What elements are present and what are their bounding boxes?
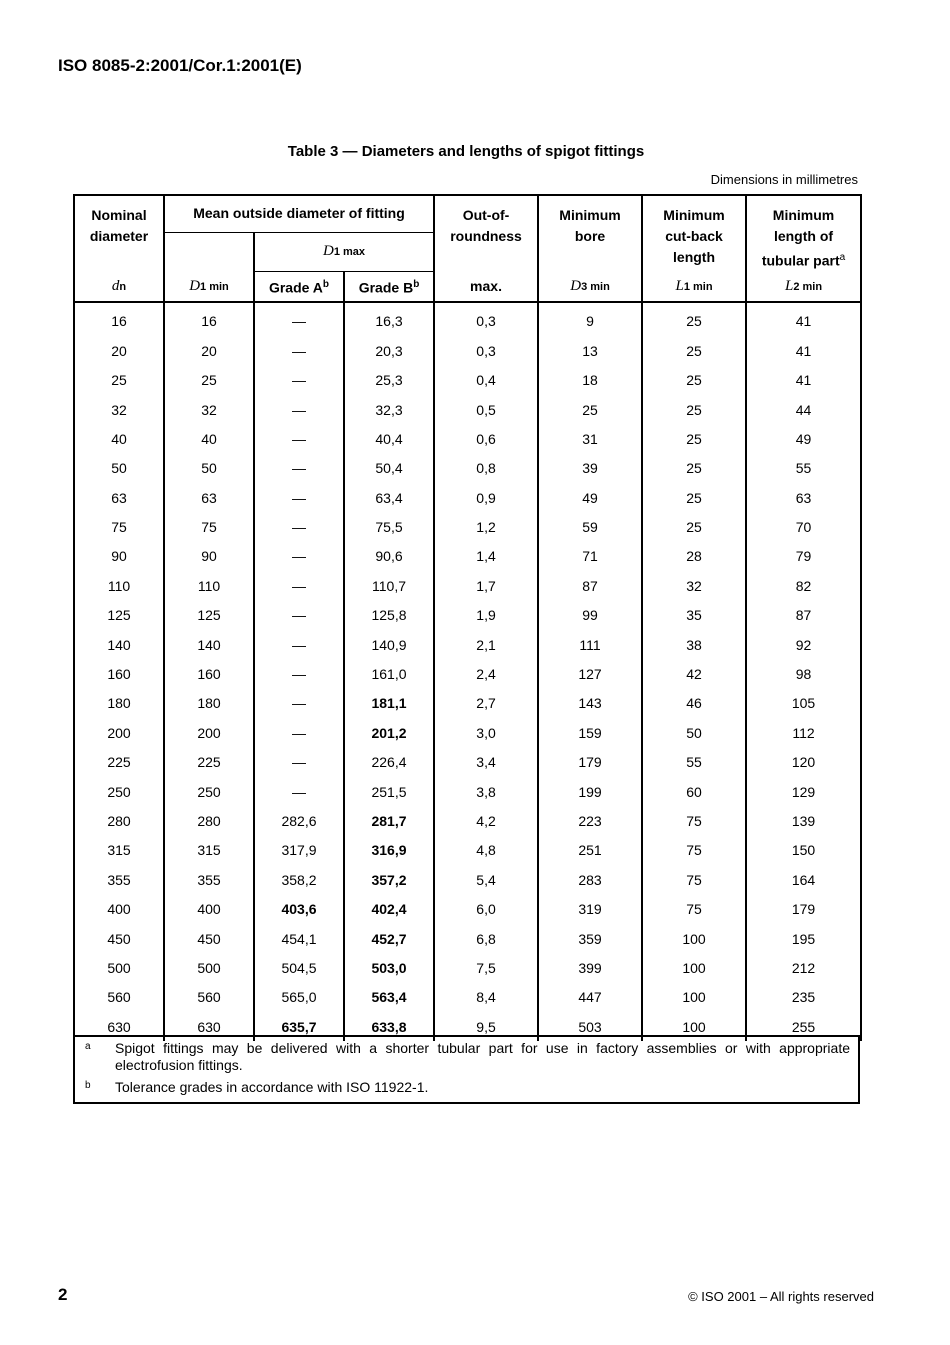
cell-d3min: 31 xyxy=(538,424,642,453)
cell-d3min: 399 xyxy=(538,953,642,982)
cell-grade-a: — xyxy=(254,395,344,424)
cell-l1min: 75 xyxy=(642,894,746,923)
cell-d1min: 40 xyxy=(164,424,254,453)
cell-out-of-roundness: 6,8 xyxy=(434,924,538,953)
cell-dn: 140 xyxy=(74,630,164,659)
cell-d1min: 125 xyxy=(164,601,254,630)
cell-dn: 125 xyxy=(74,601,164,630)
cell-out-of-roundness: 0,5 xyxy=(434,395,538,424)
l2min-subscript: 2 min xyxy=(793,280,823,293)
cell-dn: 16 xyxy=(74,302,164,336)
cell-l2min: 82 xyxy=(746,571,861,600)
cell-l2min: 255 xyxy=(746,1012,861,1041)
cell-dn: 560 xyxy=(74,983,164,1012)
cell-l2min: 44 xyxy=(746,395,861,424)
cell-out-of-roundness: 0,4 xyxy=(434,365,538,394)
cell-l1min: 75 xyxy=(642,836,746,865)
footnote-b-mark: b xyxy=(85,1080,91,1091)
cell-l1min: 35 xyxy=(642,601,746,630)
cell-l2min: 179 xyxy=(746,894,861,923)
cell-l1min: 25 xyxy=(642,395,746,424)
cell-out-of-roundness: 4,2 xyxy=(434,806,538,835)
footnote-a-mark: a xyxy=(85,1041,91,1052)
cell-l1min: 25 xyxy=(642,512,746,541)
footnote-a xyxy=(75,1040,858,1074)
cell-out-of-roundness: 0,3 xyxy=(434,302,538,336)
header-oor-line2: roundness xyxy=(450,228,522,244)
table-row xyxy=(74,336,861,365)
cell-grade-b: 251,5 xyxy=(344,777,434,806)
table-row xyxy=(74,836,861,865)
cell-out-of-roundness: 3,8 xyxy=(434,777,538,806)
d1max-symbol: D xyxy=(322,243,334,260)
table-row xyxy=(74,659,861,688)
cell-l1min: 75 xyxy=(642,806,746,835)
cell-d3min: 13 xyxy=(538,336,642,365)
cell-l2min: 98 xyxy=(746,659,861,688)
cell-grade-a: — xyxy=(254,777,344,806)
cell-l2min: 112 xyxy=(746,718,861,747)
cell-grade-b: 140,9 xyxy=(344,630,434,659)
cell-l2min: 195 xyxy=(746,924,861,953)
cell-d1min: 560 xyxy=(164,983,254,1012)
header-tubular-footnote-ref: a xyxy=(839,252,846,263)
table-row xyxy=(74,483,861,512)
header-cutback-line2: cut-back xyxy=(665,228,723,244)
cell-grade-b: 161,0 xyxy=(344,659,434,688)
cell-d3min: 18 xyxy=(538,365,642,394)
cell-d3min: 25 xyxy=(538,395,642,424)
header-max: max. xyxy=(434,272,538,302)
dn-symbol: d xyxy=(111,277,120,294)
cell-dn: 315 xyxy=(74,836,164,865)
cell-l1min: 60 xyxy=(642,777,746,806)
cell-grade-b: 110,7 xyxy=(344,571,434,600)
cell-dn: 400 xyxy=(74,894,164,923)
l1min-symbol: L xyxy=(675,277,684,294)
cell-grade-a: — xyxy=(254,336,344,365)
table-row xyxy=(74,689,861,718)
cell-d3min: 179 xyxy=(538,748,642,777)
cell-out-of-roundness: 3,4 xyxy=(434,748,538,777)
cell-l1min: 25 xyxy=(642,365,746,394)
cell-d1min: 140 xyxy=(164,630,254,659)
cell-l2min: 41 xyxy=(746,365,861,394)
cell-l1min: 100 xyxy=(642,953,746,982)
cell-grade-b: 20,3 xyxy=(344,336,434,365)
cell-d3min: 251 xyxy=(538,836,642,865)
cell-dn: 450 xyxy=(74,924,164,953)
header-nominal-diameter xyxy=(74,195,164,272)
cell-dn: 160 xyxy=(74,659,164,688)
cell-grade-a: — xyxy=(254,542,344,571)
d1max-subscript: 1 max xyxy=(333,246,366,259)
header-nominal-line1: Nominal xyxy=(91,207,147,223)
cell-grade-a: — xyxy=(254,483,344,512)
cell-d3min: 87 xyxy=(538,571,642,600)
header-d3min xyxy=(538,272,642,302)
cell-grade-a: — xyxy=(254,424,344,453)
cell-d3min: 503 xyxy=(538,1012,642,1041)
cell-l2min: 105 xyxy=(746,689,861,718)
cell-out-of-roundness: 4,8 xyxy=(434,836,538,865)
cell-d3min: 99 xyxy=(538,601,642,630)
header-out-of-roundness xyxy=(434,195,538,272)
cell-out-of-roundness: 6,0 xyxy=(434,894,538,923)
footnote-cell xyxy=(74,1036,859,1074)
cell-grade-b: 201,2 xyxy=(344,718,434,747)
table-row xyxy=(74,894,861,923)
cell-grade-a: — xyxy=(254,302,344,336)
cell-dn: 200 xyxy=(74,718,164,747)
cell-out-of-roundness: 9,5 xyxy=(434,1012,538,1041)
header-minimum-tubular-length xyxy=(746,195,861,272)
d3min-subscript: 3 min xyxy=(581,280,610,293)
cell-l1min: 25 xyxy=(642,424,746,453)
cell-d1min: 63 xyxy=(164,483,254,512)
cell-d1min: 355 xyxy=(164,865,254,894)
l2min-symbol: L xyxy=(784,277,794,294)
cell-l1min: 42 xyxy=(642,659,746,688)
cell-dn: 50 xyxy=(74,454,164,483)
cell-d1min: 25 xyxy=(164,365,254,394)
cell-grade-b: 316,9 xyxy=(344,836,434,865)
cell-d3min: 127 xyxy=(538,659,642,688)
cell-d1min: 20 xyxy=(164,336,254,365)
cell-grade-b: 75,5 xyxy=(344,512,434,541)
cell-l2min: 87 xyxy=(746,601,861,630)
cell-d1min: 280 xyxy=(164,806,254,835)
cell-grade-b: 125,8 xyxy=(344,601,434,630)
cell-grade-a: 317,9 xyxy=(254,836,344,865)
cell-l1min: 100 xyxy=(642,924,746,953)
cell-d3min: 49 xyxy=(538,483,642,512)
page-number: 2 xyxy=(58,1285,68,1304)
cell-l1min: 25 xyxy=(642,336,746,365)
cell-d1min: 75 xyxy=(164,512,254,541)
cell-l1min: 50 xyxy=(642,718,746,747)
cell-l2min: 92 xyxy=(746,630,861,659)
cell-grade-b: 357,2 xyxy=(344,865,434,894)
cell-grade-b: 402,4 xyxy=(344,894,434,923)
cell-d3min: 447 xyxy=(538,983,642,1012)
cell-l2min: 129 xyxy=(746,777,861,806)
cell-grade-a: — xyxy=(254,659,344,688)
cell-dn: 630 xyxy=(74,1012,164,1041)
cell-grade-b: 32,3 xyxy=(344,395,434,424)
grade-a-label: Grade A xyxy=(268,279,323,296)
cell-grade-b: 503,0 xyxy=(344,953,434,982)
cell-out-of-roundness: 2,7 xyxy=(434,689,538,718)
table-row xyxy=(74,512,861,541)
cell-d1min: 200 xyxy=(164,718,254,747)
cell-grade-a: 504,5 xyxy=(254,953,344,982)
header-mean-outside-diameter: Mean outside diameter of fitting xyxy=(164,195,434,232)
cell-grade-b: 633,8 xyxy=(344,1012,434,1041)
cell-grade-b: 40,4 xyxy=(344,424,434,453)
footnote-b xyxy=(75,1079,858,1096)
cell-out-of-roundness: 2,1 xyxy=(434,630,538,659)
cell-l2min: 120 xyxy=(746,748,861,777)
cell-dn: 180 xyxy=(74,689,164,718)
grade-a-footnote-ref: b xyxy=(322,279,330,291)
cell-d1min: 180 xyxy=(164,689,254,718)
cell-d3min: 39 xyxy=(538,454,642,483)
cell-dn: 63 xyxy=(74,483,164,512)
table-row xyxy=(74,924,861,953)
cell-l2min: 55 xyxy=(746,454,861,483)
cell-out-of-roundness: 8,4 xyxy=(434,983,538,1012)
cell-d3min: 71 xyxy=(538,542,642,571)
header-dn xyxy=(74,272,164,302)
cell-d3min: 111 xyxy=(538,630,642,659)
cell-grade-a: 635,7 xyxy=(254,1012,344,1041)
cell-grade-a: 454,1 xyxy=(254,924,344,953)
header-tubular-line3: tubular part xyxy=(761,252,840,269)
table-row xyxy=(74,718,861,747)
cell-d1min: 450 xyxy=(164,924,254,953)
dimensions-note: Dimensions in millimetres xyxy=(710,172,858,187)
table-row xyxy=(74,748,861,777)
cell-out-of-roundness: 7,5 xyxy=(434,953,538,982)
cell-l1min: 100 xyxy=(642,983,746,1012)
cell-dn: 32 xyxy=(74,395,164,424)
cell-dn: 225 xyxy=(74,748,164,777)
cell-grade-b: 63,4 xyxy=(344,483,434,512)
table-row xyxy=(74,953,861,982)
cell-out-of-roundness: 0,9 xyxy=(434,483,538,512)
table-row xyxy=(74,542,861,571)
table-footnotes xyxy=(73,1035,860,1104)
cell-d1min: 225 xyxy=(164,748,254,777)
cell-out-of-roundness: 0,6 xyxy=(434,424,538,453)
cell-grade-b: 281,7 xyxy=(344,806,434,835)
cell-l2min: 41 xyxy=(746,302,861,336)
table-body xyxy=(74,302,861,1042)
table-row xyxy=(74,601,861,630)
cell-grade-b: 25,3 xyxy=(344,365,434,394)
cell-grade-a: 565,0 xyxy=(254,983,344,1012)
cell-grade-b: 226,4 xyxy=(344,748,434,777)
cell-grade-a: — xyxy=(254,630,344,659)
footnote-cell xyxy=(74,1074,859,1103)
grade-b-footnote-ref: b xyxy=(413,279,420,291)
table-row xyxy=(74,571,861,600)
header-bore-line1: Minimum xyxy=(559,207,621,223)
grade-b-label: Grade B xyxy=(358,279,414,296)
cell-out-of-roundness: 1,2 xyxy=(434,512,538,541)
cell-dn: 280 xyxy=(74,806,164,835)
cell-d3min: 159 xyxy=(538,718,642,747)
header-grade-a xyxy=(254,272,344,302)
spigot-dimensions-table xyxy=(73,194,862,1041)
cell-l1min: 25 xyxy=(642,483,746,512)
cell-grade-a: 358,2 xyxy=(254,865,344,894)
cell-grade-a: — xyxy=(254,601,344,630)
cell-grade-a: — xyxy=(254,454,344,483)
cell-d1min: 50 xyxy=(164,454,254,483)
table-row xyxy=(74,806,861,835)
cell-l2min: 49 xyxy=(746,424,861,453)
table-row xyxy=(74,865,861,894)
cell-l1min: 38 xyxy=(642,630,746,659)
table-row xyxy=(74,777,861,806)
cell-dn: 25 xyxy=(74,365,164,394)
table-row xyxy=(74,424,861,453)
footnote-a-text: Spigot fittings may be delivered with a shorter tubular part for use in factory assemblies or with appropriate electrofusion fittings. xyxy=(115,1040,850,1073)
cell-grade-b: 452,7 xyxy=(344,924,434,953)
header-d1min-spacer xyxy=(164,232,254,271)
cell-d3min: 223 xyxy=(538,806,642,835)
cell-out-of-roundness: 0,3 xyxy=(434,336,538,365)
cell-out-of-roundness: 1,7 xyxy=(434,571,538,600)
cell-dn: 110 xyxy=(74,571,164,600)
cell-grade-a: — xyxy=(254,748,344,777)
cell-d1min: 250 xyxy=(164,777,254,806)
footnote-b-text: Tolerance grades in accordance with ISO 11922-1. xyxy=(115,1079,429,1095)
table-row xyxy=(74,454,861,483)
cell-d3min: 59 xyxy=(538,512,642,541)
cell-grade-a: — xyxy=(254,571,344,600)
cell-l1min: 25 xyxy=(642,454,746,483)
cell-grade-b: 16,3 xyxy=(344,302,434,336)
cell-dn: 355 xyxy=(74,865,164,894)
cell-grade-a: 282,6 xyxy=(254,806,344,835)
cell-d1min: 160 xyxy=(164,659,254,688)
cell-out-of-roundness: 0,8 xyxy=(434,454,538,483)
cell-grade-a: — xyxy=(254,365,344,394)
d1min-symbol: D xyxy=(189,277,201,294)
cell-d3min: 319 xyxy=(538,894,642,923)
cell-d1min: 110 xyxy=(164,571,254,600)
header-cutback-line1: Minimum xyxy=(663,207,725,223)
header-oor-line1: Out-of- xyxy=(462,207,510,223)
header-l2min xyxy=(746,272,861,302)
cell-d3min: 359 xyxy=(538,924,642,953)
cell-dn: 20 xyxy=(74,336,164,365)
cell-dn: 40 xyxy=(74,424,164,453)
cell-d1min: 32 xyxy=(164,395,254,424)
header-minimum-cutback-length xyxy=(642,195,746,272)
header-nominal-line2: diameter xyxy=(89,228,149,244)
header-d1max xyxy=(254,232,434,271)
cell-l2min: 212 xyxy=(746,953,861,982)
cell-d1min: 90 xyxy=(164,542,254,571)
cell-grade-b: 563,4 xyxy=(344,983,434,1012)
header-cutback-line3: length xyxy=(673,249,716,265)
table-row xyxy=(74,630,861,659)
cell-d1min: 16 xyxy=(164,302,254,336)
cell-l1min: 32 xyxy=(642,571,746,600)
cell-out-of-roundness: 3,0 xyxy=(434,718,538,747)
cell-l2min: 150 xyxy=(746,836,861,865)
cell-l1min: 28 xyxy=(642,542,746,571)
cell-out-of-roundness: 2,4 xyxy=(434,659,538,688)
header-d1min xyxy=(164,272,254,302)
cell-grade-a: — xyxy=(254,512,344,541)
cell-d1min: 630 xyxy=(164,1012,254,1041)
cell-dn: 500 xyxy=(74,953,164,982)
dn-subscript: n xyxy=(119,280,127,293)
cell-l2min: 63 xyxy=(746,483,861,512)
copyright-notice: © ISO 2001 – All rights reserved xyxy=(688,1289,874,1304)
cell-grade-a: 403,6 xyxy=(254,894,344,923)
cell-l2min: 139 xyxy=(746,806,861,835)
cell-d1min: 315 xyxy=(164,836,254,865)
table-title: Table 3 — Diameters and lengths of spigot fittings xyxy=(287,143,645,160)
cell-grade-b: 90,6 xyxy=(344,542,434,571)
document-header: ISO 8085-2:2001/Cor.1:2001(E) xyxy=(58,56,302,75)
header-minimum-bore xyxy=(538,195,642,272)
cell-d1min: 400 xyxy=(164,894,254,923)
table-row xyxy=(74,395,861,424)
cell-l1min: 75 xyxy=(642,865,746,894)
cell-grade-b: 50,4 xyxy=(344,454,434,483)
cell-d1min: 500 xyxy=(164,953,254,982)
cell-l1min: 25 xyxy=(642,302,746,336)
cell-dn: 250 xyxy=(74,777,164,806)
cell-d3min: 9 xyxy=(538,302,642,336)
cell-grade-b: 181,1 xyxy=(344,689,434,718)
cell-grade-a: — xyxy=(254,689,344,718)
d3min-symbol: D xyxy=(570,277,582,294)
cell-l1min: 46 xyxy=(642,689,746,718)
cell-out-of-roundness: 1,9 xyxy=(434,601,538,630)
cell-dn: 75 xyxy=(74,512,164,541)
table-header xyxy=(74,195,861,302)
cell-out-of-roundness: 5,4 xyxy=(434,865,538,894)
cell-l2min: 41 xyxy=(746,336,861,365)
cell-l2min: 79 xyxy=(746,542,861,571)
l1min-subscript: 1 min xyxy=(683,280,713,293)
header-bore-line2: bore xyxy=(574,228,606,244)
cell-grade-a: — xyxy=(254,718,344,747)
cell-l1min: 55 xyxy=(642,748,746,777)
cell-l2min: 164 xyxy=(746,865,861,894)
cell-d3min: 283 xyxy=(538,865,642,894)
cell-l2min: 235 xyxy=(746,983,861,1012)
header-grade-b xyxy=(344,272,434,302)
table-row xyxy=(74,302,861,336)
cell-l1min: 100 xyxy=(642,1012,746,1041)
header-tubular-line1: Minimum xyxy=(772,207,835,223)
d1min-subscript: 1 min xyxy=(200,280,229,293)
header-tubular-line2: length of xyxy=(773,228,834,244)
cell-d3min: 199 xyxy=(538,777,642,806)
cell-out-of-roundness: 1,4 xyxy=(434,542,538,571)
cell-l2min: 70 xyxy=(746,512,861,541)
table-row xyxy=(74,365,861,394)
table-row xyxy=(74,983,861,1012)
cell-dn: 90 xyxy=(74,542,164,571)
cell-d3min: 143 xyxy=(538,689,642,718)
header-l1min xyxy=(642,272,746,302)
